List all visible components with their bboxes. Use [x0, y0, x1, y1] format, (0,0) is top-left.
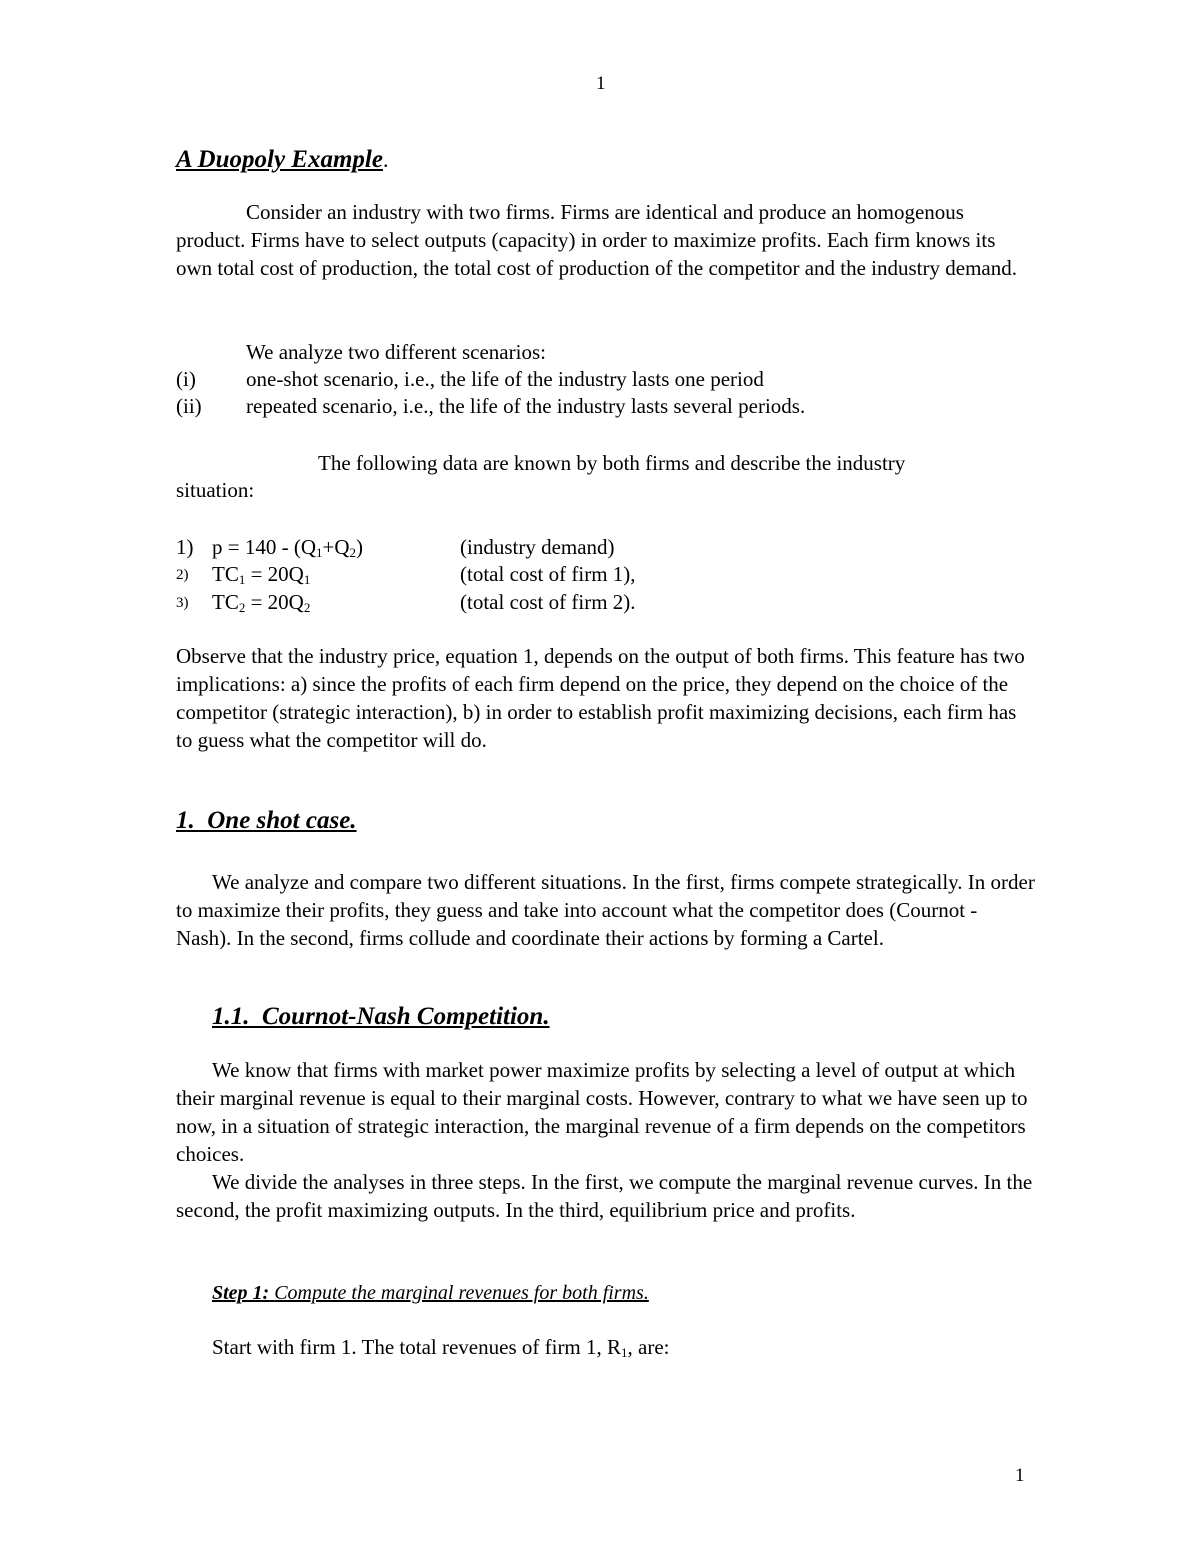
equation-1-note: (industry demand) — [460, 535, 615, 559]
data-lead-line2: situation: — [176, 478, 255, 502]
scenarios-lead: We analyze two different scenarios: — [246, 340, 546, 364]
equation-3: $TC_2 = 20Q_2$ — [212, 590, 311, 615]
equation-1: $p = 140 - (Q_1+Q_2)$ — [212, 535, 364, 560]
scenario-1-text: one-shot scenario, i.e., the life of the industry lasts one period — [246, 367, 764, 391]
step-1-text: Compute the marginal revenues for both firms. — [274, 1282, 649, 1304]
section-1-paragraph: We analyze and compare two different situations. In the first, firms compete strategically. In order to maximize their profits, they guess and take into account what the competitor does (Cournot - Nash). In the second, firms collude and coordinate their actions by forming a Cartel. — [176, 870, 1035, 950]
section-1-1-paragraph-1: We know that firms with market power maximize profits by selecting a level of output at which their marginal revenue is equal to their marginal costs. However, contrary to what we have seen up to now, in a situation of strategic interaction, the marginal revenue of a firm depends on the competitors choices. — [176, 1058, 1028, 1166]
equation-3-note: (total cost of firm 2). — [460, 590, 636, 614]
scenario-2-text: repeated scenario, i.e., the life of the industry lasts several periods. — [246, 394, 806, 418]
observe-paragraph: Observe that the industry price, equation 1, depends on the output of both firms. This feature has two implications: a) since the profits of each firm depend on the price, they depend on the choice of the competitor (strategic interaction), b) in order to establish profit maximizing decisions, each firm has to guess what the competitor will do. — [176, 644, 1025, 752]
equation-2-number: 2) — [176, 567, 189, 583]
section-1-1-paragraph-2: We divide the analyses in three steps. In the first, we compute the marginal revenue curves. In the second, the profit maximizing outputs. In the third, equilibrium price and profits. — [176, 1170, 1033, 1222]
equation-3-number: 3) — [176, 595, 189, 611]
scenario-1-label: (i) — [176, 367, 196, 391]
step-1-start-line: Start with firm 1. The total revenues of firm 1, $R_1$, are: — [212, 1335, 670, 1360]
document-title — [176, 147, 388, 172]
step-1-label: Step 1: — [212, 1282, 270, 1304]
intro-paragraph: Consider an industry with two firms. Firms are identical and produce an homogenous product. Firms have to select outputs (capacity) in order to maximize profits. Each firm knows its own total cost of production, the total cost of production of the competitor and the industry demand. — [176, 200, 1017, 280]
equation-2: $TC_1 = 20Q_1$ — [212, 562, 311, 587]
equation-1-number: 1) — [176, 535, 194, 559]
title-text: A Duopoly Example — [176, 146, 383, 173]
section-1-heading: 1. One shot case. — [176, 807, 357, 834]
section-1-1-heading: 1.1. Cournot-Nash Competition. — [212, 1003, 550, 1030]
step-1-heading — [212, 1283, 649, 1303]
scenario-2-label: (ii) — [176, 394, 202, 418]
title-trail: . — [382, 147, 389, 172]
footer-page-number: 1 — [1015, 1465, 1025, 1486]
header-page-number: 1 — [596, 73, 606, 94]
equation-2-note: (total cost of firm 1), — [460, 562, 636, 586]
data-lead-line1: The following data are known by both firms and describe the industry — [318, 451, 906, 475]
